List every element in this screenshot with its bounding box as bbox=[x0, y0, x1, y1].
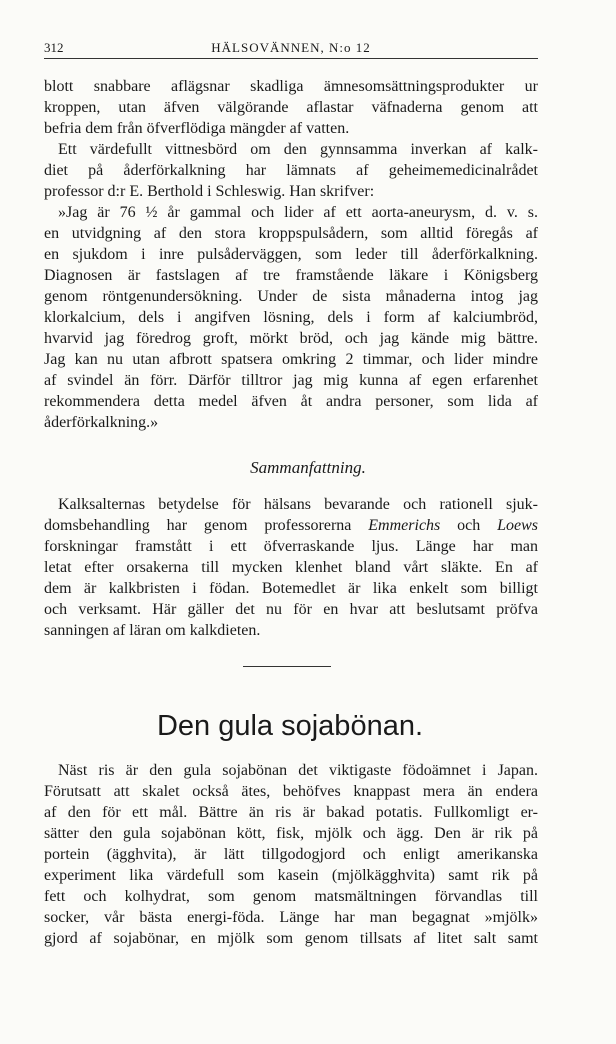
summary-heading: Sammanfattning. bbox=[250, 458, 366, 477]
text-line: blott snabbare aflägsnar skadliga ämnesomsättningsprodukter ur bbox=[44, 78, 538, 95]
text-line: kroppen, utan äfven välgörande aflastar väfnaderna genom att bbox=[44, 99, 538, 116]
text-line: åderförkalkning.» bbox=[44, 414, 159, 431]
text-line: »Jag är 76 ½ år gammal och lider af ett aorta-aneurysm, d. v. s. bbox=[58, 204, 538, 221]
text-line: forskningar framstått i ett öfverraskande ljus. Länge har man bbox=[44, 538, 538, 555]
page-header bbox=[44, 38, 538, 59]
text-line: hvarvid jag föredrog groft, mörkt bröd, och jag kände mig bättre. bbox=[44, 330, 538, 347]
text-line: socker, vår bästa energi-föda. Länge har man begagnat »mjölk» bbox=[44, 909, 538, 926]
text-line: Näst ris är den gula sojabönan det viktigaste födoämnet i Japan. bbox=[58, 762, 538, 779]
text-span: domsbehandling har genom professorerna bbox=[44, 517, 369, 534]
text-line: rekommendera detta medel äfven åt andra personer, som lida af bbox=[44, 393, 538, 410]
text-line: af svindel än förr. Därför tilltror jag mig kunna af egen erfarenhet bbox=[44, 372, 538, 389]
article-title: Den gula sojabönan. bbox=[156, 710, 424, 742]
running-title: HÄLSOVÄNNEN, N:o 12 bbox=[211, 40, 371, 55]
summary-text bbox=[44, 494, 538, 641]
text-line: Kalksalternas betydelse för hälsans bevarande och rationell sjuk- bbox=[58, 496, 538, 513]
page-number: 312 bbox=[44, 40, 64, 55]
text-line: gjord af sojabönar, en mjölk som genom tillsats af litet salt samt bbox=[44, 930, 538, 947]
text-line: diet på åderförkalkning har lämnats af geheimemedicinalrådet bbox=[44, 162, 538, 179]
text-line: letat efter orsakerna till mycken klenhet bland vårt släkte. En af bbox=[44, 559, 538, 576]
text-line: en utvidgning af den stora kroppspulsådern, som alltid föregås af bbox=[44, 225, 538, 242]
text-line: portein (ägghvita), är lätt tillgodogjord och enligt amerikanska bbox=[44, 846, 538, 863]
section-divider bbox=[243, 666, 331, 667]
text-line: dem är kalkbristen i födan. Botemedlet är lika enkelt som billigt bbox=[44, 580, 538, 597]
text-line: och verksamt. Här gäller det nu för en hvar att beslutsamt pröfva bbox=[44, 601, 538, 618]
text-line: Förutsatt att skalet också ätes, behöfves knappast mera än endera bbox=[44, 783, 538, 800]
article-text bbox=[44, 760, 538, 949]
text-line: Diagnosen är fastslagen af tre framstående läkare i Königsberg bbox=[44, 267, 538, 284]
text-line: befria dem från öfverflödiga mängder af vatten. bbox=[44, 120, 350, 137]
text-line: en sjukdom i inre pulsåderväggen, som leder till åderförkalkning. bbox=[44, 246, 538, 263]
text-line: sanningen af läran om kalkdieten. bbox=[44, 622, 261, 639]
text-line: experiment lika värdefull som kasein (mjölkägghvita) samt rik på bbox=[44, 867, 538, 884]
text-line-with-names bbox=[44, 515, 538, 536]
text-line: genom röntgenundersökning. Under de sista månaderna intog jag bbox=[44, 288, 538, 305]
text-span: och bbox=[440, 517, 498, 534]
text-line: fett och kolhydrat, som genom matsmältningen förvandlas till bbox=[44, 888, 538, 905]
text-line: klorkalcium, dels i angifven lösning, dels i form af kalciumbröd, bbox=[44, 309, 538, 326]
text-line: professor d:r E. Berthold i Schleswig. Han skrifver: bbox=[44, 183, 375, 200]
text-line: Jag kan nu utan afbrott spatsera omkring 2 timmar, och lider mindre bbox=[44, 351, 538, 368]
author-name: Emmerichs bbox=[368, 517, 441, 534]
text-line: Ett värdefullt vittnesbörd om den gynnsamma inverkan af kalk- bbox=[58, 141, 538, 158]
text-line: af den för ett mål. Bättre än ris är bakad potatis. Fullkomligt er- bbox=[44, 804, 538, 821]
text-line: sätter den gula sojabönan kött, fisk, mjölk och ägg. Den är rik på bbox=[44, 825, 538, 842]
section-1-text bbox=[44, 76, 538, 433]
author-name: Loews bbox=[497, 517, 538, 534]
